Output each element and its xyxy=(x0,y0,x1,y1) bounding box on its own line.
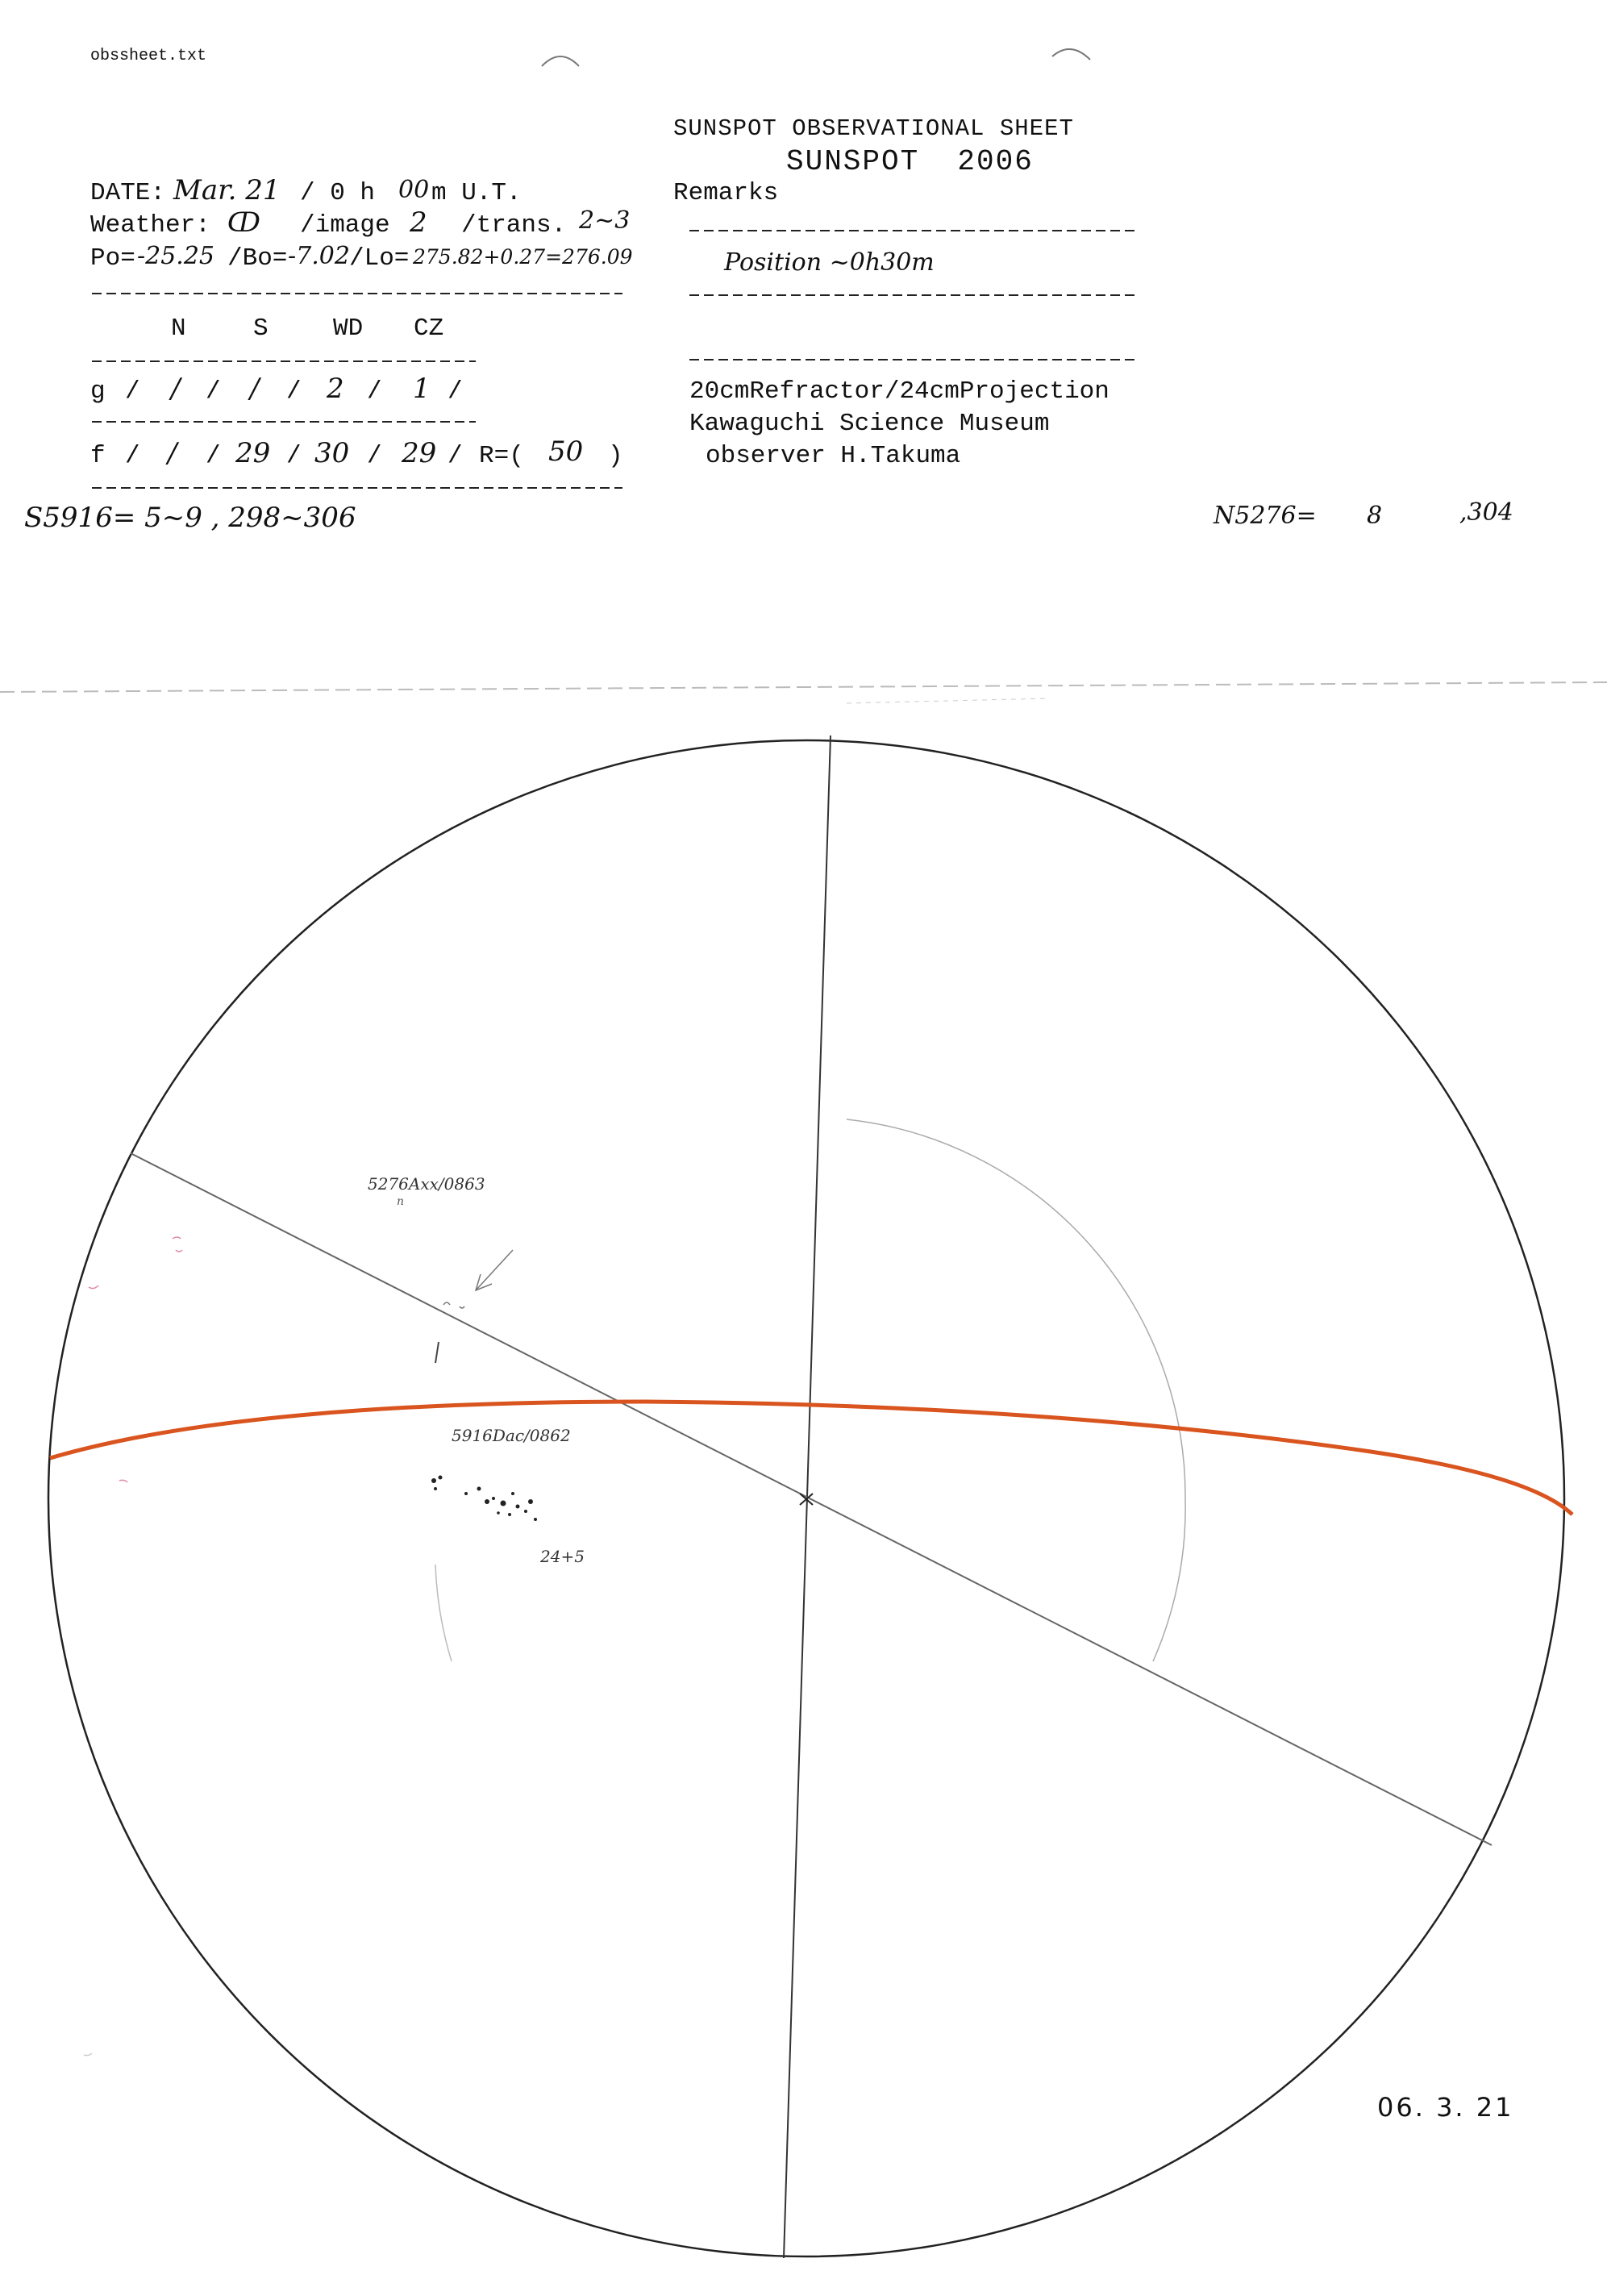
observer-text: observer H.Takuma xyxy=(706,442,961,470)
faint-mark xyxy=(84,2053,92,2056)
sheet-title: SUNSPOT OBSERVATIONAL SHEET xyxy=(673,115,1074,142)
south-group-label: 5916Dac/0862 xyxy=(452,1426,571,1445)
north-group-sublabel: n xyxy=(397,1195,405,1208)
f-value-n: / xyxy=(168,437,177,469)
r-close: ) xyxy=(608,442,623,470)
f-row-label: f xyxy=(90,442,106,470)
g-sep: / xyxy=(367,377,382,406)
orbit-circle xyxy=(847,1119,1185,1661)
g-value-n: / xyxy=(171,373,181,405)
header-n: N xyxy=(171,315,186,343)
po-value: -25.25 xyxy=(137,242,215,270)
date-hour: / 0 h xyxy=(300,179,376,207)
trans-value: 2~3 xyxy=(579,206,631,235)
south-group-note: S5916= 5~9 , 298~306 xyxy=(24,502,356,534)
f-sep: / xyxy=(125,442,140,470)
image-value: 2 xyxy=(410,206,427,239)
date-ut-label: m U.T. xyxy=(431,179,522,207)
date-stamp: 06. 3. 21 xyxy=(1377,2092,1514,2123)
arrow-line xyxy=(476,1250,513,1290)
trans-label: /trans. xyxy=(461,211,567,240)
sunspot-group-south xyxy=(431,1476,537,1522)
pink-mark xyxy=(173,1237,182,1252)
g-sep: / xyxy=(448,377,463,406)
spot-mark xyxy=(435,1342,439,1363)
file-name: obssheet.txt xyxy=(90,47,207,65)
north-group-note-count: 8 xyxy=(1367,502,1383,530)
g-sep: / xyxy=(206,377,221,406)
image-label: /image xyxy=(300,211,390,240)
position-note: Position ~0h30m xyxy=(724,248,935,277)
g-value-wd: 2 xyxy=(327,373,344,405)
r-label: R=( xyxy=(479,442,524,470)
f-value-cz: 29 xyxy=(402,437,437,469)
weather-value: ↀ xyxy=(227,206,261,239)
remarks-label: Remarks xyxy=(673,179,779,207)
pink-mark xyxy=(89,1286,98,1289)
f-value-s: 29 xyxy=(235,437,271,469)
g-row-label: g xyxy=(90,377,106,406)
header-wd: WD xyxy=(333,315,364,343)
f-sep: / xyxy=(448,442,463,470)
f-sep: / xyxy=(367,442,382,470)
north-group-label: 5276Axx/0863 xyxy=(368,1174,485,1194)
north-group-note-longitude: ,304 xyxy=(1459,498,1513,527)
east-west-line xyxy=(131,1153,1492,1845)
date-label: DATE: xyxy=(90,179,166,207)
po-label: Po= xyxy=(90,244,135,273)
south-group-count: 24+5 xyxy=(540,1547,585,1566)
bo-value: -7.02 xyxy=(288,242,350,270)
lo-label: /Lo= xyxy=(349,244,410,273)
g-value-s: / xyxy=(250,373,260,405)
f-sep: / xyxy=(206,442,221,470)
north-spot xyxy=(443,1302,464,1308)
bo-label: /Bo= xyxy=(227,244,288,273)
lo-value: 275.82+0.27=276.09 xyxy=(413,245,633,269)
g-sep: / xyxy=(286,377,302,406)
sheet-year-title: SUNSPOT 2006 xyxy=(786,145,1034,178)
f-sep: / xyxy=(286,442,302,470)
north-group-note-label: N5276= xyxy=(1214,502,1317,530)
header-cz: CZ xyxy=(414,315,444,343)
date-value: Mar. 21 xyxy=(173,174,281,206)
f-value-wd: 30 xyxy=(314,437,350,469)
orbit-circle-lower xyxy=(435,1565,452,1661)
header-s: S xyxy=(253,315,269,343)
instrument-text: 20cmRefractor/24cmProjection xyxy=(689,377,1109,406)
pink-mark xyxy=(119,1480,127,1482)
weather-label: Weather: xyxy=(90,211,210,240)
g-sep: / xyxy=(125,377,140,406)
date-minutes-value: 00 xyxy=(398,176,430,204)
location-text: Kawaguchi Science Museum xyxy=(689,410,1050,438)
solar-equator-curve xyxy=(50,1402,1572,1515)
g-value-cz: 1 xyxy=(413,373,431,405)
r-value: 50 xyxy=(548,435,584,468)
